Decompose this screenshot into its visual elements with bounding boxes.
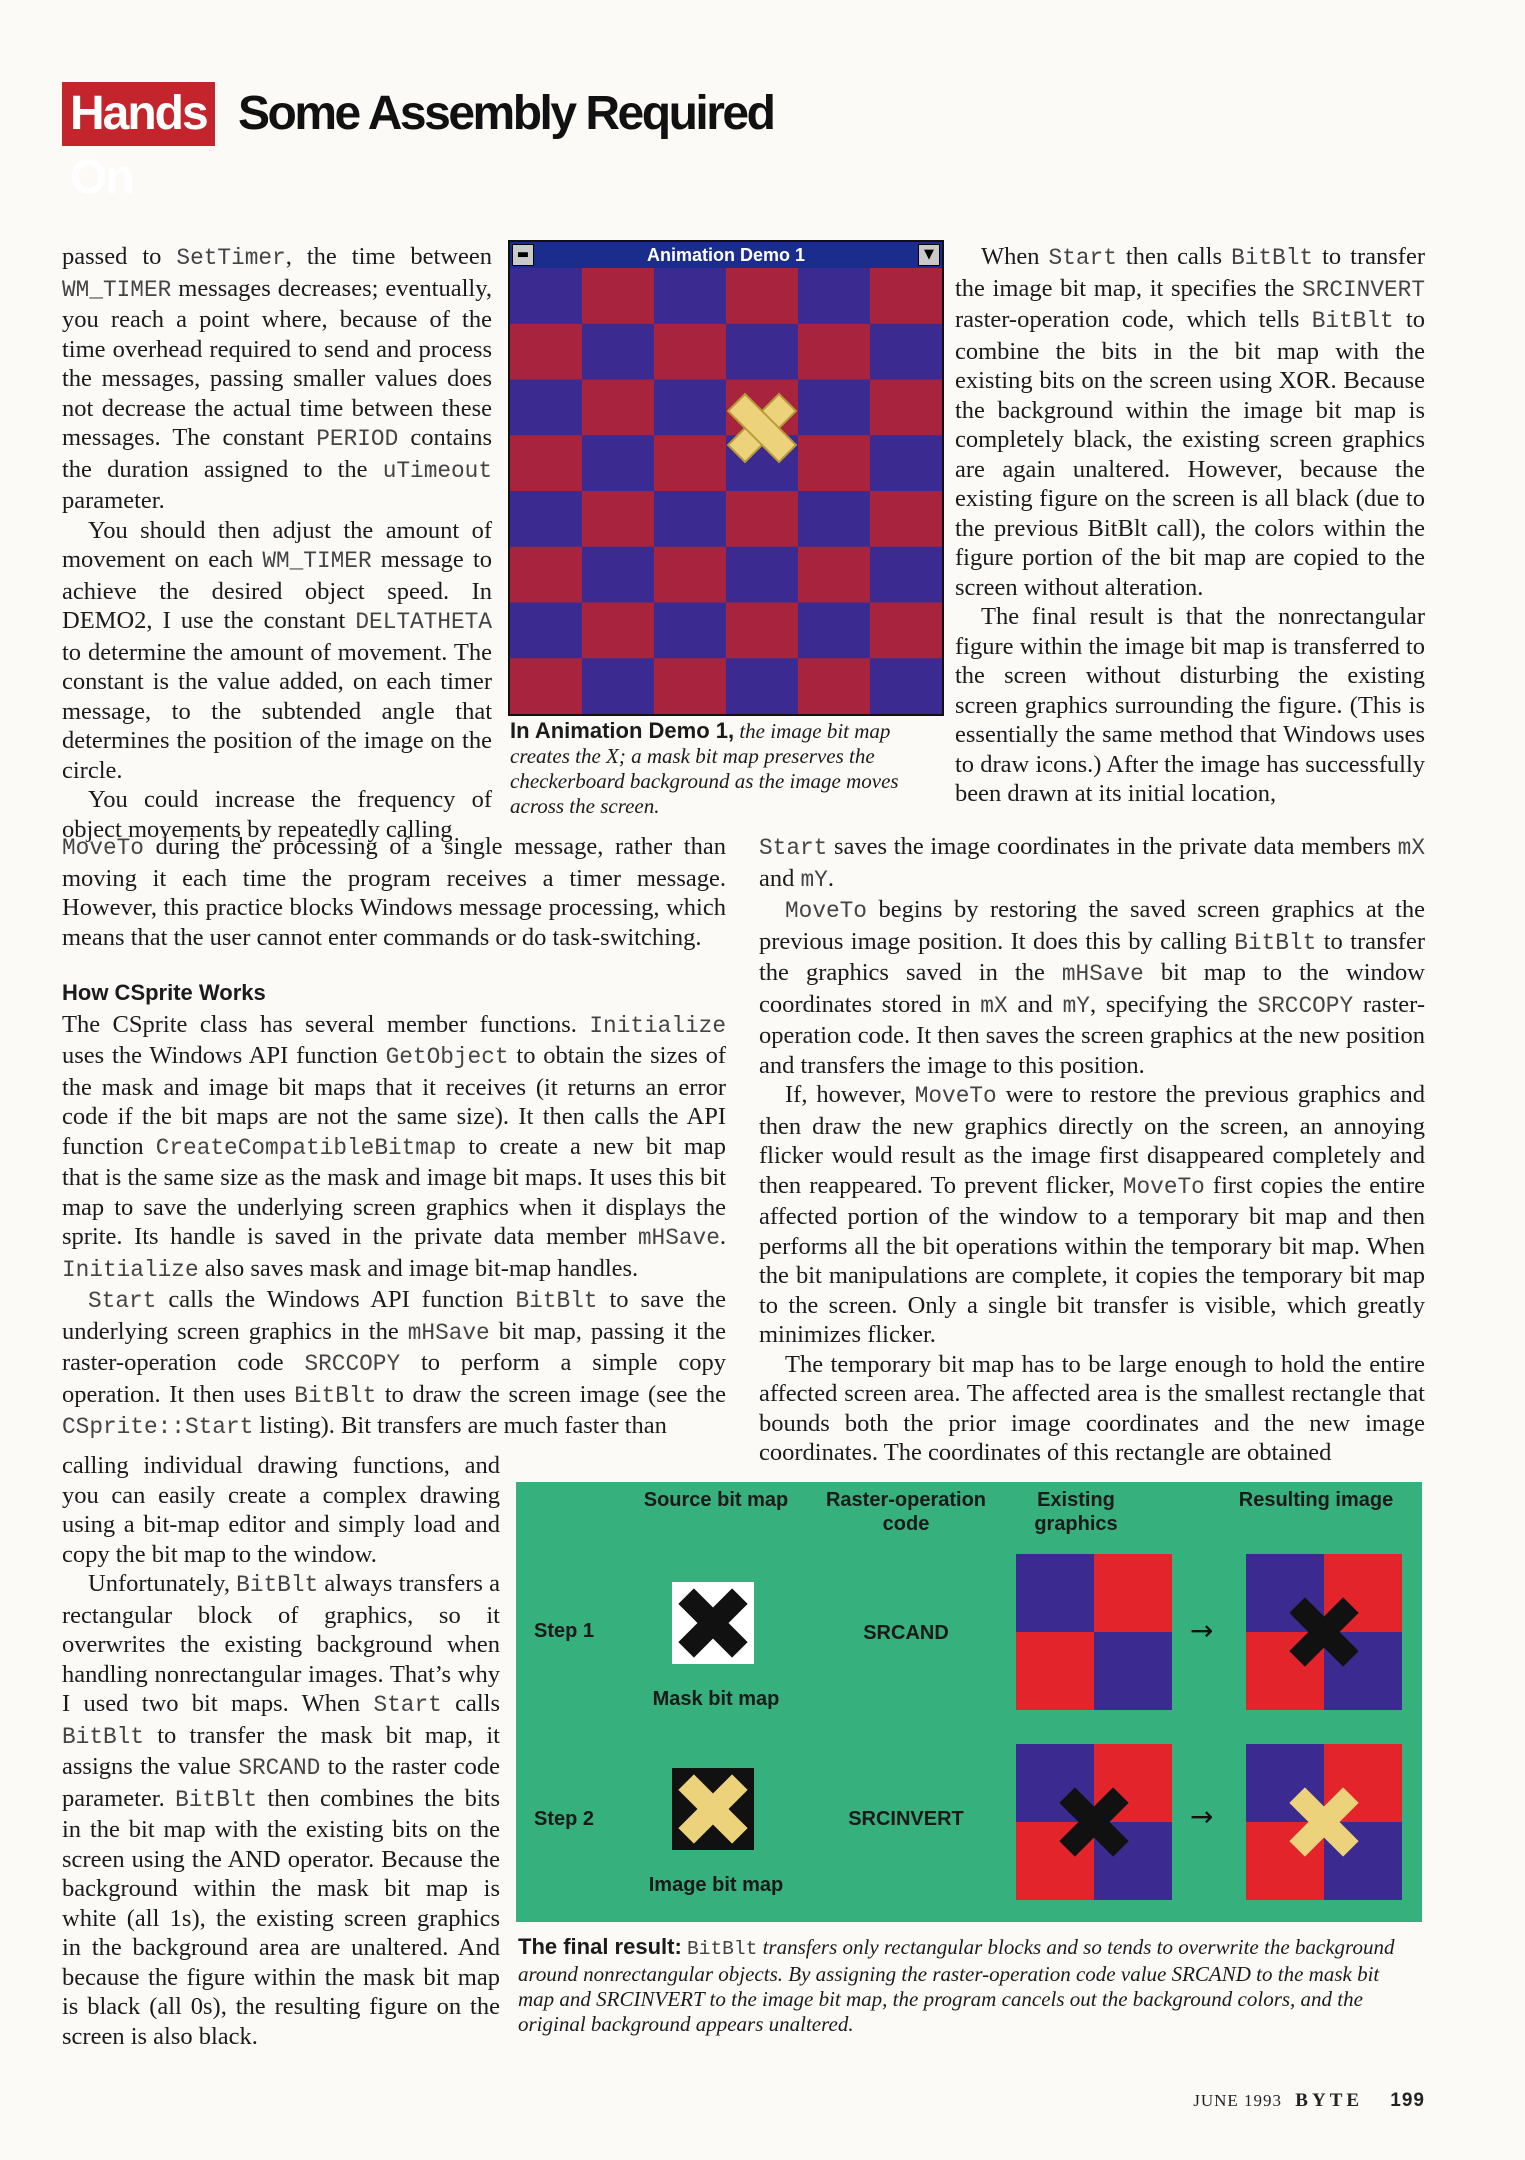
text-run: raster-operation code. It then saves the screen graphics at the new position and transfers the image to this position.: [759, 990, 1425, 1079]
checker-square: [654, 324, 727, 380]
rop-step-1: SRCAND: [863, 1622, 949, 1644]
code-term: Start: [1048, 245, 1117, 271]
code-term: Initialize: [62, 1256, 199, 1283]
column-1-wide: [62, 832, 726, 952]
figure-caption-code: BitBlt: [687, 1938, 758, 1960]
text-run: uses the Windows API function: [62, 1042, 386, 1069]
checker-square: [510, 380, 583, 436]
text-run: to combine the bits in the bit map with the existing bits on the screen using XOR. Because the background within the image bit map is completely black, the existing screen graphics are again unaltered. However, because the existing figure on the screen is all black (due to the previous BitBlt call), the colors within the figure portion of the bit map are copied to the screen without alteration.: [955, 306, 1425, 601]
text-run: calling individual drawing functions, and you can easily create a complex drawing using a bit-map editor and simply load and copy the bit map to the window.: [62, 1452, 500, 1568]
text-run: to the raster code parameter.: [62, 1753, 500, 1812]
step-2-label: Step 2: [534, 1808, 595, 1830]
text-run: also saves mask and image bit-map handles.: [198, 1254, 639, 1282]
header-rop: Raster-operation code: [825, 1489, 987, 1535]
paragraph: [955, 602, 1425, 809]
text-run: were to restore the previous graphics and then draw the new graphics directly on the screen, an annoying flicker would result as the image first disappeared completely and then reappeared. To prevent flicker,: [759, 1081, 1425, 1199]
text-run: You could increase the frequency of object movements by repeatedly calling: [62, 786, 492, 843]
checker-square: [654, 380, 727, 436]
text-run: , specifying the: [1089, 990, 1258, 1018]
code-term: Initialize: [589, 1012, 726, 1039]
column-1-mid: [62, 958, 726, 1443]
text-run: always transfers a rectangular block of graphics, so it overwrites the existing background when handling nonrectangular images. That’s why I used two bit maps. When: [62, 1570, 500, 1717]
text-run: to determine the amount of movement. The constant is the value added, on each timer message, to the subtended angle that determines the position of the image on the circle.: [62, 638, 492, 784]
window-title-bar: [510, 242, 942, 268]
code-term: BitBlt: [62, 1723, 144, 1750]
checker-square: [870, 268, 942, 324]
text-run: passed to: [62, 243, 177, 270]
paragraph: [62, 242, 492, 516]
code-term: SRCCOPY: [1257, 992, 1354, 1019]
code-term: mHSave: [407, 1319, 490, 1346]
window-menu-icon[interactable]: ▬: [512, 244, 534, 266]
text-run: The final result is that the nonrectangular figure within the image bit map is transferred to the screen without disturbing the existing screen graphics surrounding the figure. (This is essentially the same method that Windows uses to draw icons.) After the image has successfully been drawn at its initial location,: [955, 603, 1425, 807]
code-term: MoveTo: [62, 835, 144, 861]
code-term: SRCAND: [238, 1755, 321, 1781]
raster-operation-figure: [516, 1482, 1422, 1922]
window-scroll-icon[interactable]: ▼: [918, 244, 940, 266]
checker-square: [870, 658, 942, 714]
text-run: contains the duration assigned to the: [62, 424, 492, 483]
figure-caption: [518, 1934, 1418, 2037]
result-step-1: [1246, 1554, 1402, 1710]
text-run: listing). Bit transfers are much faster than: [253, 1412, 667, 1439]
existing-graphics-step-1: [1016, 1554, 1172, 1710]
checker-square: [582, 268, 655, 324]
code-term: mY: [800, 866, 828, 893]
code-term: BitBlt: [1311, 308, 1394, 334]
text-run: You should then adjust the amount of movement on each: [62, 516, 492, 573]
result-step-2: [1246, 1744, 1402, 1900]
code-term: WM_TIMER: [262, 548, 372, 574]
header-source: Source bit map: [643, 1489, 789, 1511]
checker-square: [510, 324, 583, 380]
arrow-icon: →: [1190, 1614, 1214, 1647]
code-term: PERIOD: [316, 426, 399, 452]
text-run: first copies the entire affected portion of the window to a temporary bit map and then performs all the bit operations within the temporary bit map. When the bit manipulations are complete, it copies the temporary bit map to the screen. Only a single bit transfer is visible, which greatly minimizes flicker.: [759, 1171, 1425, 1348]
figure-caption-lead: The final result:: [518, 1934, 682, 1959]
existing-graphics-step-2: [1016, 1744, 1172, 1900]
code-term: BitBlt: [236, 1572, 319, 1598]
text-run: bit map, passing it the raster-operation code: [62, 1317, 726, 1376]
checker-square: [726, 547, 799, 603]
checker-square: [726, 603, 799, 659]
text-run: during the processing of a single message, rather than moving it each time the program receives a timer message. However, this practice blocks Windows message processing, which means that the user cannot enter commands or do task-switching.: [62, 833, 726, 951]
text-run: and: [1007, 990, 1063, 1018]
text-run: to draw the screen image (see the: [376, 1380, 726, 1408]
checker-square: [870, 324, 942, 380]
demo-caption-lead: In Animation Demo 1,: [510, 718, 735, 743]
checkerboard: [510, 268, 942, 714]
checker-square: [654, 547, 727, 603]
code-term: Start: [88, 1288, 157, 1314]
text-run: raster-operation code, which tells: [955, 306, 1312, 333]
column-1-bottom: [62, 1451, 500, 2051]
text-run: to perform a simple copy operation. It then uses: [62, 1349, 726, 1408]
checker-square: [726, 324, 799, 380]
text-run: to save the underlying screen graphics in the: [62, 1286, 726, 1345]
code-term: Start: [373, 1692, 442, 1718]
paragraph: [62, 1010, 726, 1286]
checker-square: [582, 491, 655, 547]
magazine-name: BYTE: [1295, 2090, 1364, 2111]
checker-square: [798, 380, 871, 436]
code-term: Start: [759, 835, 828, 861]
text-run: to transfer the mask bit map, it assigns the value: [62, 1721, 500, 1780]
code-term: BitBlt: [294, 1382, 377, 1409]
checker-square: [510, 547, 583, 603]
checker-square: [654, 491, 727, 547]
column-1-top: [62, 242, 492, 844]
column-2-wide: [759, 832, 1425, 1468]
code-term: mX: [1397, 835, 1425, 861]
code-term: SetTimer: [176, 245, 286, 271]
checker-square: [510, 603, 583, 659]
checker-square: [654, 268, 727, 324]
checker-square: [798, 491, 871, 547]
checker-square: [870, 435, 942, 491]
paragraph: [62, 516, 492, 786]
checker-square: [798, 324, 871, 380]
page-number: 199: [1390, 2090, 1425, 2111]
figure-graphics: [516, 1482, 1422, 1922]
text-run: .: [719, 1223, 726, 1250]
code-term: mY: [1062, 992, 1090, 1019]
text-run: The temporary bit map has to be large enough to hold the entire affected screen area. The affected area is the smallest rectangle that bounds both the prior image coordinates and the new image coordinates. The coordinates of this rectangle are obtained: [759, 1350, 1425, 1466]
checker-square: [870, 491, 942, 547]
checker-square: [870, 380, 942, 436]
column-3-top: [955, 242, 1425, 809]
code-term: CSprite::Start: [62, 1414, 254, 1440]
rop-step-2: SRCINVERT: [848, 1808, 964, 1830]
image-label: Image bit map: [648, 1874, 784, 1896]
subhead: How CSprite Works: [62, 980, 266, 1005]
text-run: begins by restoring the saved screen graphics at the previous image position. It does this by calling: [759, 896, 1425, 955]
code-term: uTimeout: [382, 457, 492, 484]
animation-demo-window: [508, 240, 944, 716]
text-run: to obtain the sizes of the mask and image bit maps that it receives (it returns an error code if the bit maps are not the same size). It then calls the API function: [62, 1042, 726, 1160]
text-run: The CSprite class has several member functions.: [62, 1010, 590, 1038]
text-run: message to achieve the desired object speed. In DEMO2, I use the constant: [62, 546, 493, 634]
checker-square: [510, 435, 583, 491]
text-run: to create a new bit map that is the same size as the mask and image bit maps. It uses this bit map to save the underlying screen graphics when it displays the sprite. Its handle is saved in the private data member: [62, 1132, 726, 1250]
text-run: and: [759, 864, 801, 892]
header-result: Resulting image: [1238, 1489, 1394, 1511]
paragraph: [62, 1285, 726, 1443]
text-run: calls: [441, 1690, 500, 1717]
checker-square: [870, 547, 942, 603]
text-run: bit map to the window coordinates stored in: [759, 959, 1425, 1018]
checker-square: [726, 268, 799, 324]
window-title: Animation Demo 1: [646, 245, 806, 265]
code-term: BitBlt: [1231, 245, 1314, 271]
text-run: , the time between: [285, 243, 492, 270]
text-run: If, however,: [785, 1081, 915, 1108]
checker-square: [798, 547, 871, 603]
arrow-icon: →: [1190, 1800, 1214, 1833]
code-term: BitBlt: [1234, 929, 1317, 956]
checker-square: [654, 435, 727, 491]
checker-square: [654, 603, 727, 659]
code-term: GetObject: [385, 1044, 509, 1070]
paragraph: [759, 1080, 1425, 1350]
section-title: Some Assembly Required: [238, 87, 774, 140]
checker-square: [654, 658, 727, 714]
checker-square: [798, 603, 871, 659]
code-term: MoveTo: [1122, 1173, 1205, 1200]
paragraph: [759, 1350, 1425, 1468]
checker-square: [798, 435, 871, 491]
checker-square: [582, 547, 655, 603]
paragraph: [62, 1451, 500, 1569]
code-term: MoveTo: [914, 1083, 997, 1109]
code-term: BitBlt: [515, 1288, 598, 1314]
checker-square: [798, 658, 871, 714]
code-term: mHSave: [637, 1225, 720, 1251]
demo-caption-text: the image bit map creates the X; a mask bit map preserves the checkerboard background as the image moves across the screen.: [510, 719, 899, 818]
code-term: BitBlt: [175, 1786, 258, 1813]
text-run: to transfer the graphics saved in the: [759, 927, 1425, 986]
text-run: .: [827, 864, 834, 892]
text-run: then combines the bits in the bit map with the existing bits on the screen using the AND operator. Because the background within the mask bit map is white (all 1s), the existing screen graphics in the background area are unaltered. And because the figure within the mask bit map is black (all 0s), the resulting figure on the screen is also black.: [62, 1784, 500, 2050]
paragraph: [62, 832, 726, 952]
code-term: SRCINVERT: [1302, 276, 1425, 303]
paragraph: [62, 1569, 500, 2051]
text-run: parameter.: [62, 487, 165, 514]
figure-caption-text: transfers only rectangular blocks and so tends to overwrite the background around nonrectangular objects. By assigning the raster-operation code value SRCAND to the mask bit map and SRCINVERT to the image bit map, the program cancels out the background colors, and the original background appears unaltered.: [518, 1935, 1395, 2036]
text-run: calls the Windows API function: [156, 1286, 516, 1313]
paragraph: [955, 242, 1425, 602]
code-term: CreateCompatibleBitmap: [155, 1134, 457, 1161]
checker-square: [510, 658, 583, 714]
text-run: Unfortunately,: [88, 1570, 237, 1597]
mask-label: Mask bit map: [652, 1688, 780, 1710]
text-run: messages decreases; eventually, you reach a point where, because of the time overhead required to send and process the messages, passing smaller values does not decrease the actual time between these messages. The constant: [62, 274, 492, 451]
checker-square: [870, 603, 942, 659]
checker-square: [510, 491, 583, 547]
text-run: to transfer the image bit map, it specifies the: [955, 243, 1426, 302]
checker-square: [582, 380, 655, 436]
checker-square: [582, 603, 655, 659]
code-term: MoveTo: [785, 898, 867, 924]
checker-square: [582, 435, 655, 491]
text-run: When: [981, 243, 1049, 270]
paragraph: [759, 895, 1425, 1080]
page-footer: [1193, 2090, 1425, 2112]
code-term: mX: [980, 992, 1008, 1019]
checker-square: [582, 324, 655, 380]
code-term: mHSave: [1061, 961, 1144, 987]
header-existing: Existing graphics: [1034, 1489, 1118, 1535]
step-1-label: Step 1: [534, 1620, 595, 1642]
demo-caption: [510, 718, 930, 819]
issue-date: JUNE 1993: [1193, 2091, 1283, 2110]
checker-square: [798, 268, 871, 324]
checker-square: [582, 658, 655, 714]
checker-square: [726, 491, 799, 547]
code-term: SRCCOPY: [304, 1351, 401, 1377]
paragraph: [759, 832, 1425, 895]
text-run: then calls: [1116, 243, 1232, 270]
text-run: saves the image coordinates in the private data members: [827, 833, 1398, 860]
section-tag: Hands On: [62, 82, 215, 146]
checker-square: [510, 268, 583, 324]
code-term: DELTATHETA: [355, 609, 492, 635]
checker-square: [726, 658, 799, 714]
code-term: WM_TIMER: [62, 276, 172, 303]
